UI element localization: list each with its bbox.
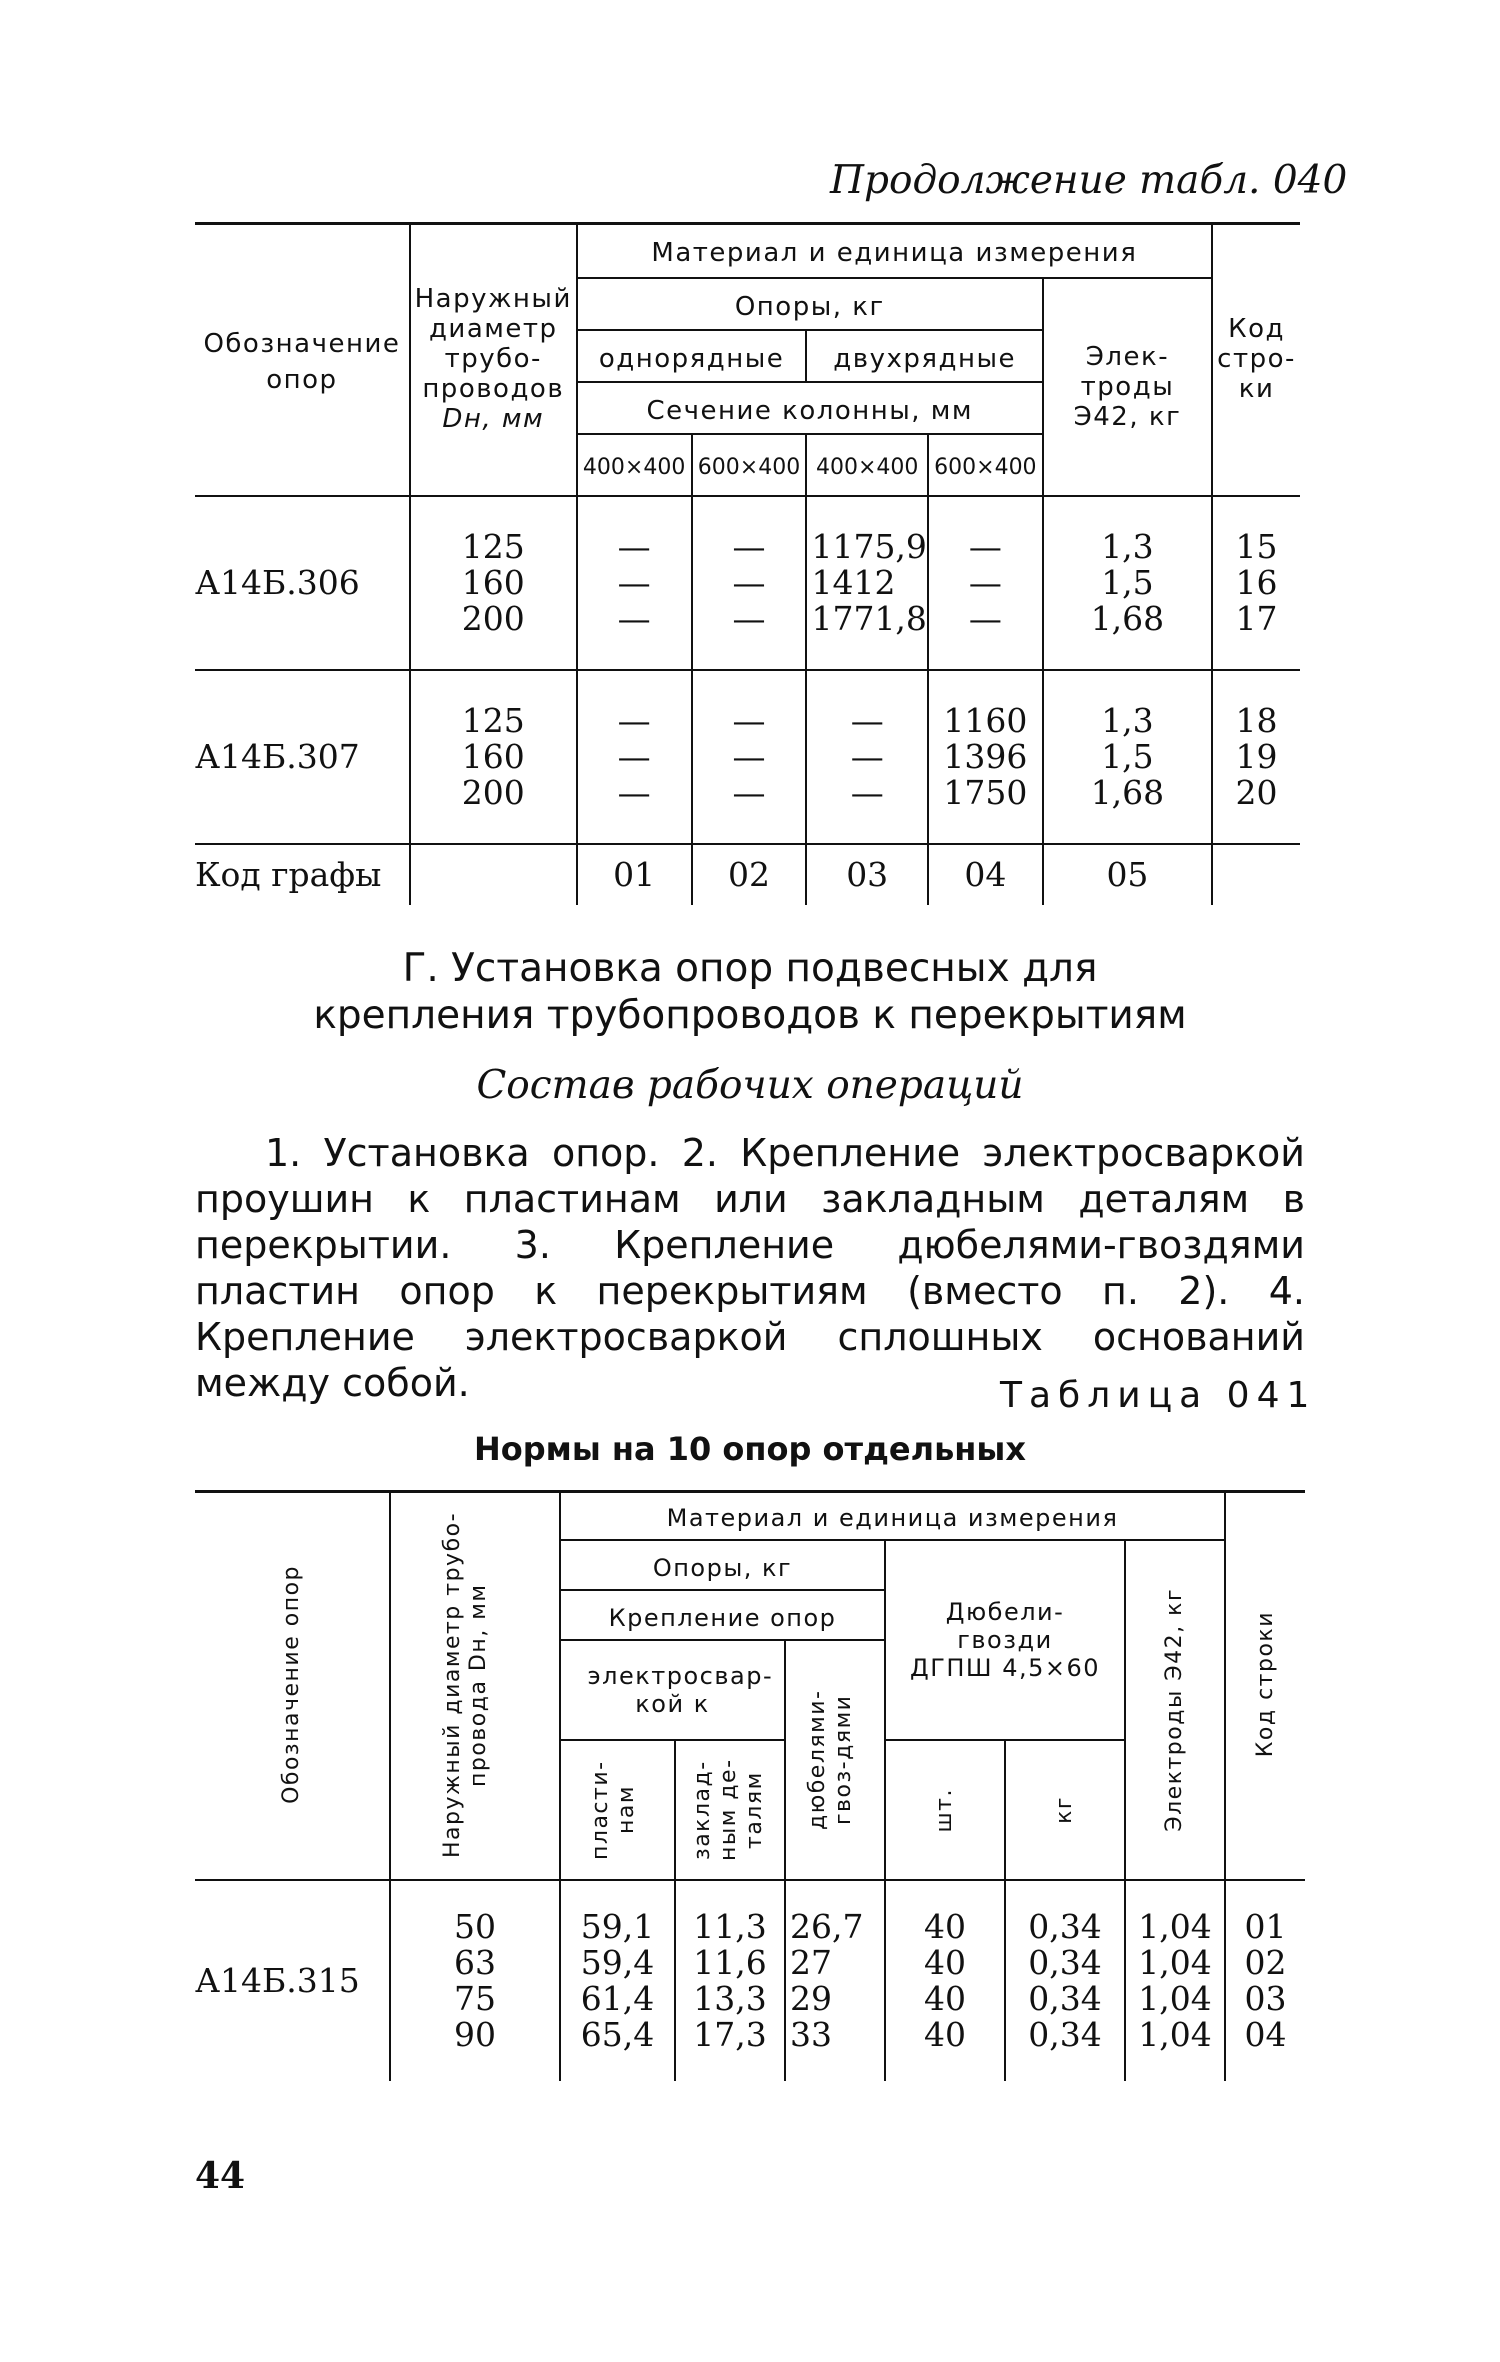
plates-header: пласти-нам xyxy=(560,1740,675,1880)
footer-label: Код графы xyxy=(195,855,382,894)
electrodes-cell: 1,3 1,5 1,68 xyxy=(1043,496,1212,670)
value-cell: 0,34 0,34 0,34 0,34 xyxy=(1005,1880,1125,2081)
supports-header: Опоры, кг xyxy=(560,1540,885,1590)
value-cell: 26,7 27 29 33 xyxy=(785,1880,885,2081)
size-header: 600×400 xyxy=(928,434,1043,496)
size-header: 600×400 xyxy=(692,434,807,496)
page-number: 44 xyxy=(195,2155,246,2197)
table-row xyxy=(195,496,1300,670)
table-row xyxy=(195,671,1300,844)
value-cell: 1175,9 1412 1771,8 xyxy=(806,496,927,670)
nails-header: Дюбели- гвозди ДГПШ 4,5×60 xyxy=(885,1540,1125,1740)
footer-empty xyxy=(410,845,577,905)
footer-code: 01 xyxy=(577,845,692,905)
value-cell: — — — xyxy=(928,496,1043,670)
designation-cell: А14Б.315 xyxy=(195,1961,360,2000)
size-header: 400×400 xyxy=(577,434,692,496)
diameter-cell: 125 160 200 xyxy=(410,671,577,844)
value-cell: 40 40 40 40 xyxy=(885,1880,1005,2081)
table-041 xyxy=(195,1490,1305,2081)
diameter-cell: 50 63 75 90 xyxy=(390,1880,560,2081)
table-label: Таблица 041 xyxy=(1000,1375,1317,1416)
size-header: 400×400 xyxy=(806,434,927,496)
table-040 xyxy=(195,222,1300,905)
value-cell: 11,3 11,6 13,3 17,3 xyxy=(675,1880,785,2081)
col-code-header: Код строки xyxy=(1225,1490,1305,1880)
code-cell: 15 16 17 xyxy=(1212,496,1300,670)
section-title-line1: Г. Установка опор подвесных для xyxy=(402,946,1098,991)
electrodes-header: Электроды Э42, кг xyxy=(1125,1540,1225,1880)
value-cell: — — — xyxy=(806,671,927,844)
operations-text: 1. Установка опор. 2. Крепление электросваркой проушин к пластинам или закладным деталям в перекрытии. 3. Крепление дюбелями-гвоздями пластин опор к перекрытиям (вместо п. 2). 4. Крепление электросваркой сплошных оснований между собой. xyxy=(195,1131,1305,1405)
welding-header: электросвар-кой к xyxy=(560,1640,785,1740)
footer-empty xyxy=(1212,845,1300,905)
value-cell: — — — xyxy=(577,496,692,670)
material-header: Материал и единица измерения xyxy=(560,1490,1225,1540)
designation-cell: А14Б.306 xyxy=(195,563,360,602)
value-cell: 1160 1396 1750 xyxy=(928,671,1043,844)
footer-code: 05 xyxy=(1043,845,1212,905)
table-row xyxy=(195,1880,1305,2081)
electrodes-cell: 1,3 1,5 1,68 xyxy=(1043,671,1212,844)
electrodes-cell: 1,04 1,04 1,04 1,04 xyxy=(1125,1880,1225,2081)
footer-code: 04 xyxy=(928,845,1043,905)
footer-code: 03 xyxy=(806,845,927,905)
table-subtitle: Нормы на 10 опор отдельных xyxy=(474,1430,1026,1468)
col-diameter-header: Наружный диаметр трубо- проводов Dн, мм xyxy=(410,222,577,496)
value-cell: — — — xyxy=(577,671,692,844)
kg-header: кг xyxy=(1005,1740,1125,1880)
designation-cell: А14Б.307 xyxy=(195,737,360,776)
double-row-header: двухрядные xyxy=(806,330,1042,382)
col-code-header: Код стро- ки xyxy=(1212,222,1300,496)
footer-row xyxy=(195,845,1300,905)
footer-code: 02 xyxy=(692,845,807,905)
operations-title: Состав рабочих операций xyxy=(476,1063,1024,1108)
pcs-header: шт. xyxy=(885,1740,1005,1880)
embedded-header: заклад-ным де-талям xyxy=(675,1740,785,1880)
diameter-cell: 125 160 200 xyxy=(410,496,577,670)
single-row-header: однорядные xyxy=(577,330,807,382)
col-designation-header: Обозначение опор xyxy=(195,222,410,496)
value-cell: 59,1 59,4 61,4 65,4 xyxy=(560,1880,675,2081)
col-designation-header: Обозначение опор xyxy=(195,1490,390,1880)
dowels-header: дюбелями-гвоз-дями xyxy=(785,1640,885,1880)
electrodes-header: Элек- троды Э42, кг xyxy=(1043,278,1212,496)
supports-header: Опоры, кг xyxy=(577,278,1043,330)
fixing-header: Крепление опор xyxy=(560,1590,885,1640)
section-title-line2: крепления трубопроводов к перекрытиям xyxy=(313,993,1187,1038)
code-cell: 18 19 20 xyxy=(1212,671,1300,844)
value-cell: — — — xyxy=(692,496,807,670)
section-header: Сечение колонны, мм xyxy=(577,382,1043,434)
col-diameter-header: Наружный диаметр трубо-провода Dн, мм xyxy=(390,1490,560,1880)
material-header: Материал и единица измерения xyxy=(577,222,1212,278)
code-cell: 01 02 03 04 xyxy=(1225,1880,1305,2081)
continuation-label: Продолжение табл. 040 xyxy=(830,158,1348,203)
value-cell: — — — xyxy=(692,671,807,844)
